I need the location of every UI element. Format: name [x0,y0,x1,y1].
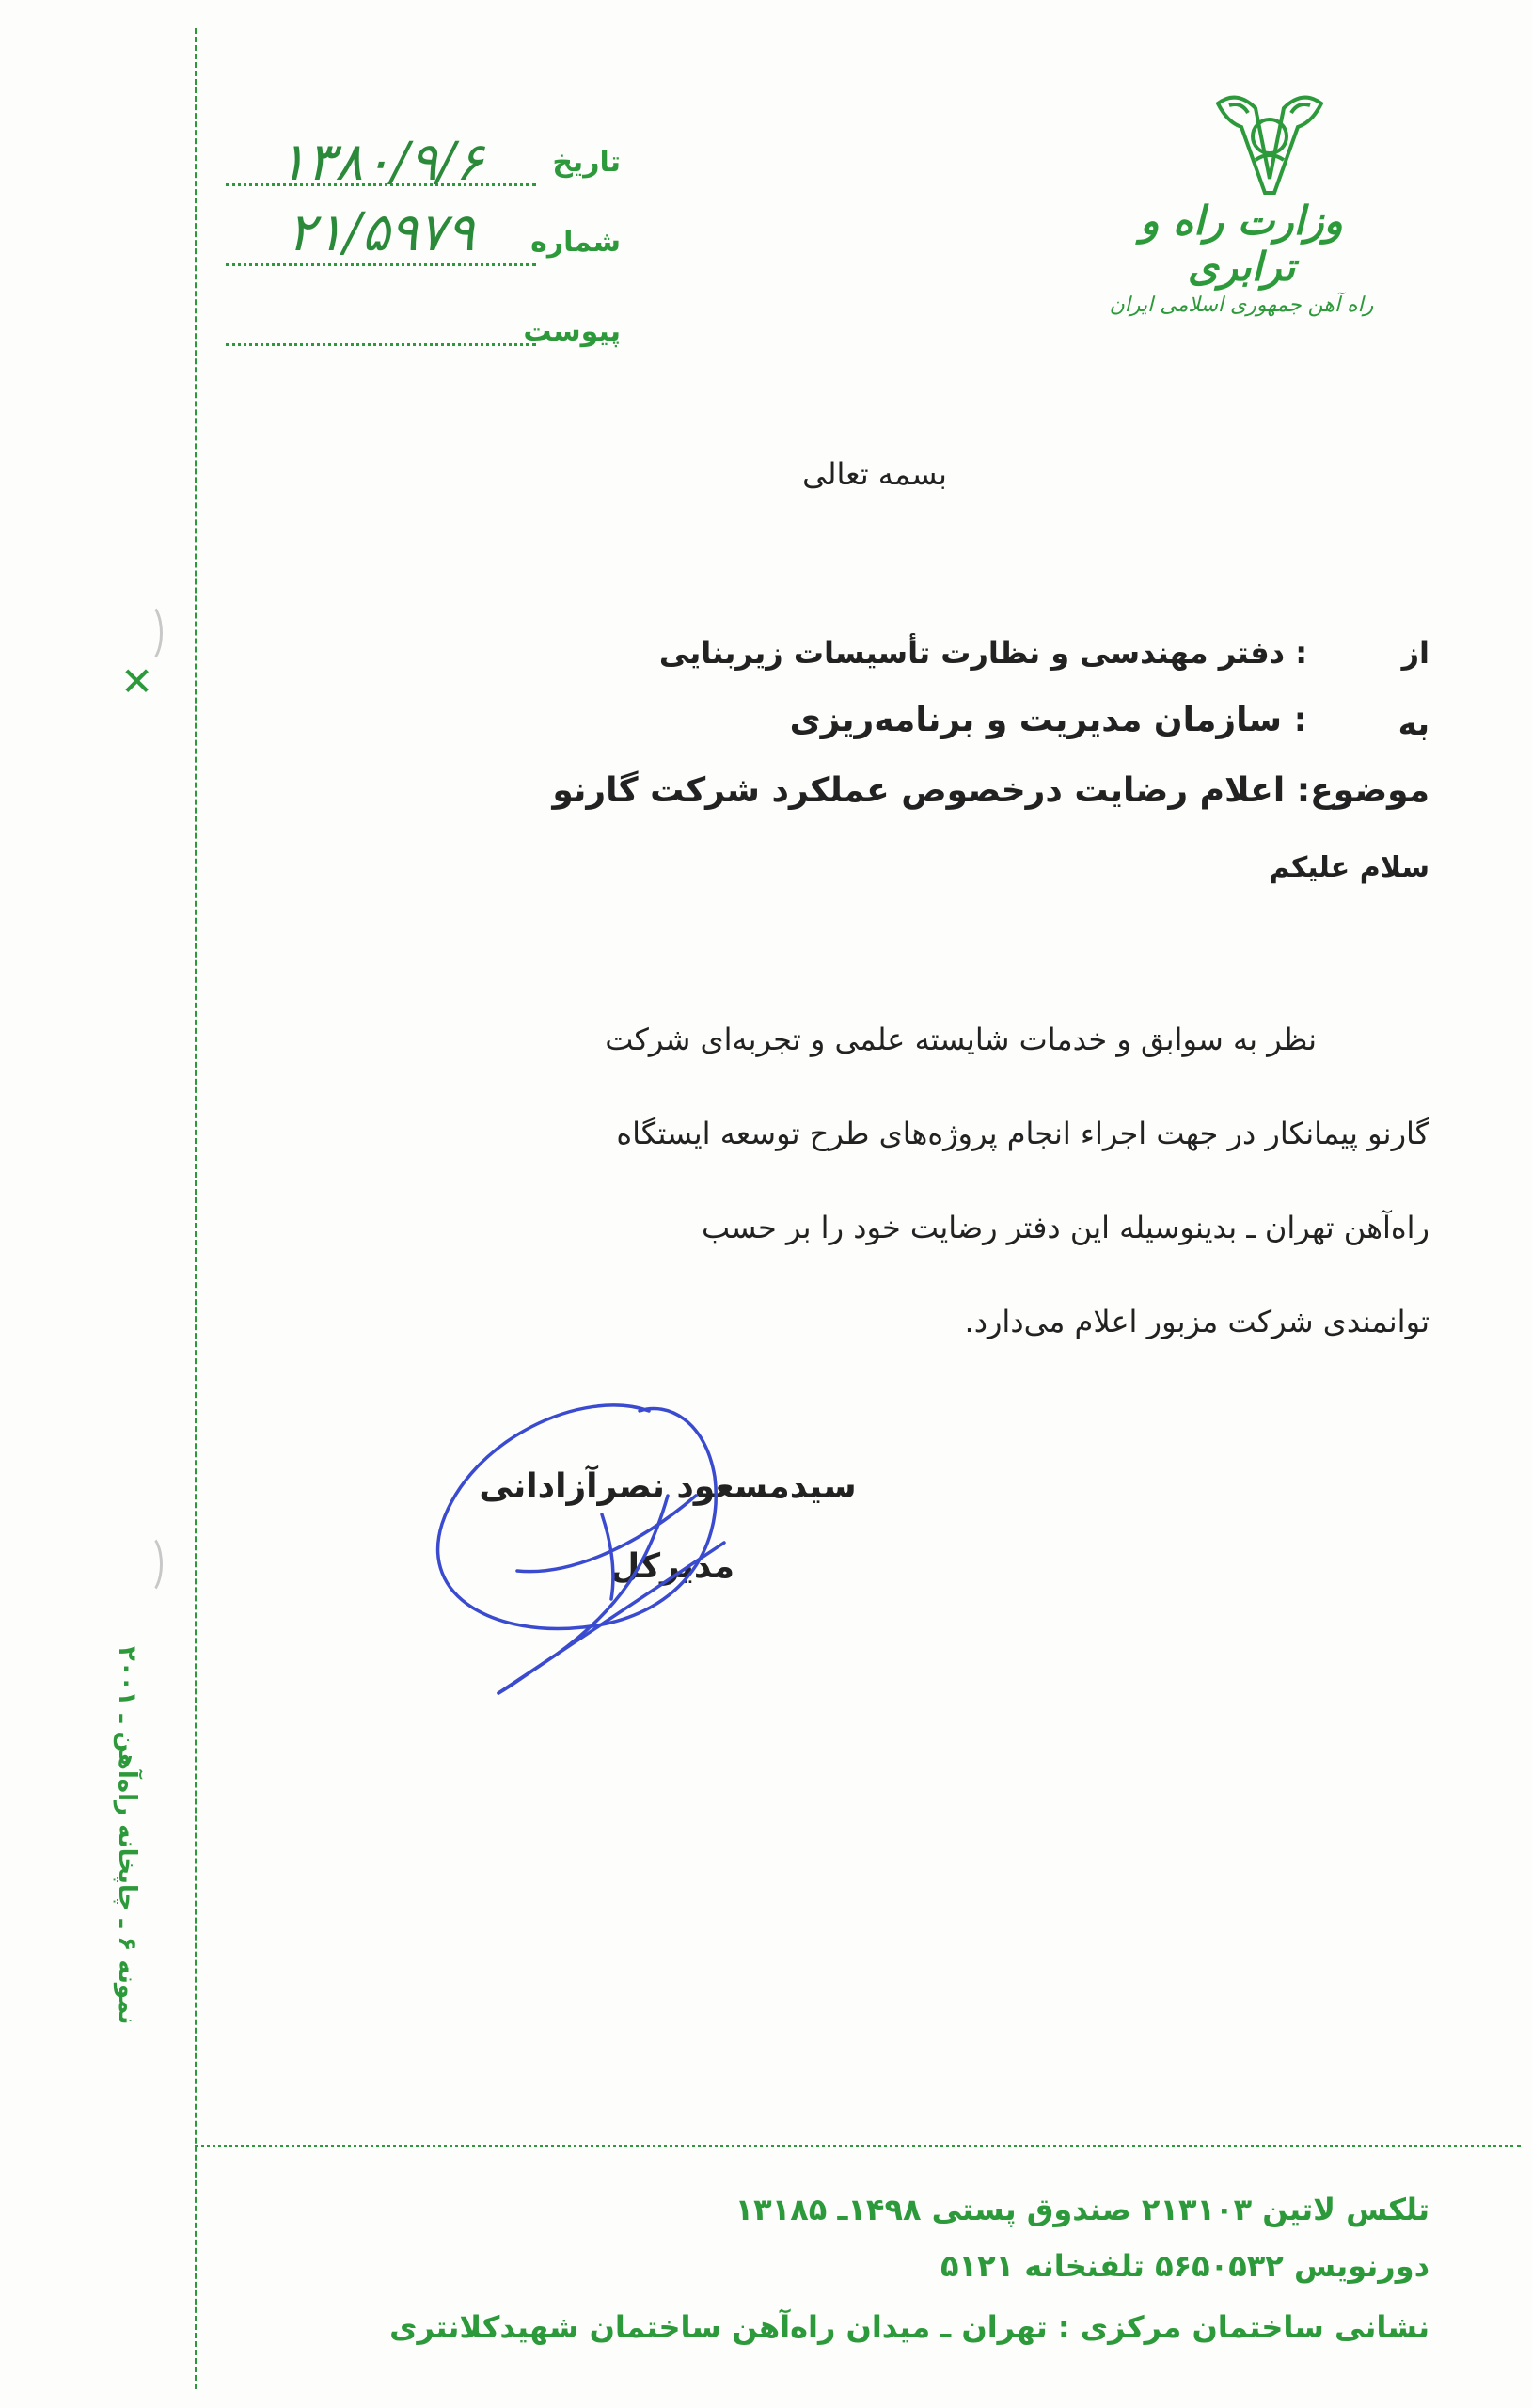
date-handwritten: ۱۳۸۰/۹/۶ [277,132,484,193]
number-label: شماره [530,226,621,259]
body-line: توانمندی شرکت مزبور اعلام می‌دارد. [964,1304,1429,1339]
date-label: تاریخ [552,146,621,179]
subject-value: اعلام رضایت درخصوص عملکرد شرکت گارنو [552,771,1286,810]
subject-label: موضوع: [1296,771,1429,810]
from-value: : دفتر مهندسی و نظارت تأسیسات زیربنایی [658,635,1307,671]
body-line: راه‌آهن تهران ـ بدینوسیله این دفتر رضایت خود را بر حسب [702,1210,1429,1245]
subject-line [527,771,1429,810]
attachment-underline [226,343,536,346]
invocation: بسمه تعالی [802,456,947,492]
number-handwritten: ۲۱/۵۹۷۹ [287,202,475,263]
body-line: نظر به سوابق و خدمات شایسته علمی و تجربه‌ای شرکت [605,1022,1317,1057]
punch-hole-mark [132,1533,163,1595]
footer-address: نشانی ساختمان مرکزی : تهران ـ میدان راه‌آهن ساختمان شهیدکلانتری [389,2309,1429,2345]
margin-line [195,28,197,2389]
attachment-label: پیوست [523,315,621,348]
signatory-name: سیدمسعود نصرآزادانی [479,1467,857,1506]
signatory-title: مدیرکل [609,1547,735,1586]
organization-name: راه آهن جمهوری اسلامی ایران [1109,293,1374,317]
body-line: گارنو پیمانکار در جهت اجراء انجام پروژه‌های طرح توسعه ایستگاه [616,1116,1429,1151]
to-label: به [1398,705,1429,743]
ministry-name: وزارت راه و ترابری [1140,198,1343,290]
letter-body [357,992,1429,1369]
footer-telex: تلکس لاتین ۲۱۳۱۰۳ صندوق پستی ۱۴۹۸ـ ۱۳۱۸۵ [734,2192,1429,2227]
to-value: : سازمان مدیریت و برنامه‌ریزی [789,701,1307,739]
handwritten-signature [414,1383,771,1721]
form-code: نمونه ۶ ـ چاپخانه راه‌آهن ـ ۲۰۰۱ [113,1646,141,2025]
punch-hole-mark [132,602,163,664]
footer-divider [195,2145,1521,2147]
greeting: سلام علیکم [1269,851,1429,884]
number-underline [226,263,536,266]
railway-emblem-icon [1208,85,1331,207]
x-mark-icon: ✕ [120,658,154,705]
from-label: از [1401,635,1429,671]
ministry-title-block [1100,198,1382,317]
footer-fax: دورنویس ۵۶۵۰۵۳۲ تلفنخانه ۵۱۲۱ [940,2248,1429,2284]
